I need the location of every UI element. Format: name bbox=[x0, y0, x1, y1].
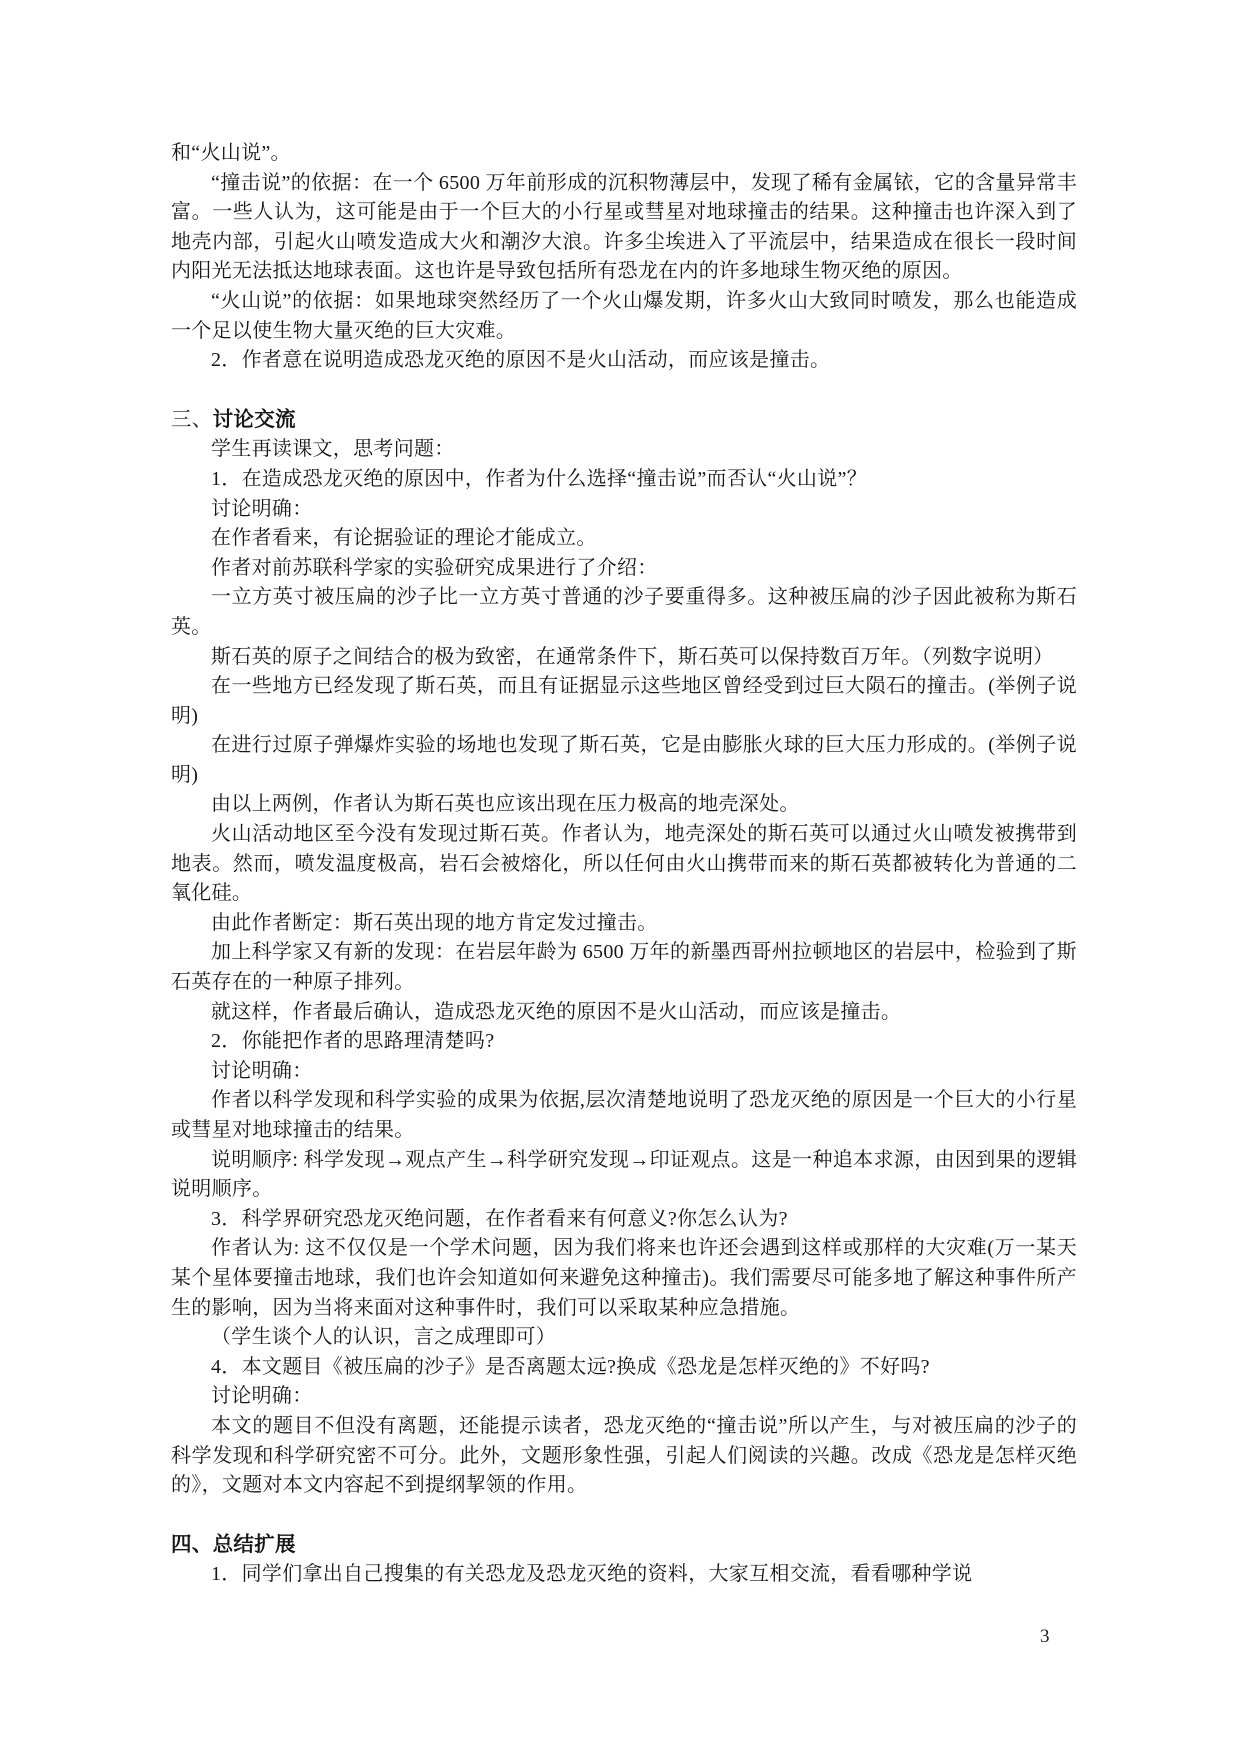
paragraph: 学生再读课文，思考问题： bbox=[211, 438, 455, 461]
paragraph: （学生谈个人的认识，言之成理即可） bbox=[211, 1326, 557, 1349]
paragraph: 4．本文题目《被压扁的沙子》是否离题太远?换成《恐龙是怎样灭绝的》不好吗? bbox=[211, 1355, 930, 1378]
paragraph: 由此作者断定：斯石英出现的地方肯定发过撞击。 bbox=[211, 911, 658, 934]
document-body bbox=[171, 139, 1077, 1590]
paragraph: 火山活动地区至今没有发现过斯石英。作者认为，地壳深处的斯石英可以通过火山喷发被携带到地表。然而，喷发温度极高，岩石会被熔化，所以任何由火山携带而来的斯石英都被转化为普通的二氧化硅。 bbox=[171, 823, 1077, 905]
paragraph: 作者认为: 这不仅仅是一个学术问题，因为我们将来也许还会遇到这样或那样的大灾难(万一某天某个星体要撞击地球，我们也许会知道如何来避免这种撞击)。我们需要尽可能多地了解这种事件所产生的影响，因为当将来面对这种事件时，我们可以采取某种应急措施。 bbox=[171, 1237, 1077, 1319]
section-heading bbox=[171, 1531, 1077, 1561]
paragraph: 在进行过原子弹爆炸实验的场地也发现了斯石英，它是由膨胀火球的巨大压力形成的。(举例子说明) bbox=[171, 734, 1077, 786]
paragraph: 1．同学们拿出自己搜集的有关恐龙及恐龙灭绝的资料，大家互相交流，看看哪种学说 bbox=[211, 1563, 973, 1586]
heading-title: 总结扩展 bbox=[212, 1533, 296, 1556]
paragraph: 2．作者意在说明造成恐龙灭绝的原因不是火山活动，而应该是撞击。 bbox=[211, 349, 831, 372]
paragraph: 在作者看来，有论据验证的理论才能成立。 bbox=[211, 527, 597, 550]
paragraph: 说明顺序: 科学发现→观点产生→科学研究发现→印证观点。这是一种追本求源，由因到果的逻辑说明顺序。 bbox=[171, 1148, 1077, 1201]
paragraph: 加上科学家又有新的发现：在岩层年龄为 6500 万年的新墨西哥州拉顿地区的岩层中，检验到了斯石英存在的一种原子排列。 bbox=[171, 941, 1077, 994]
paragraph: 和“火山说”。 bbox=[171, 142, 291, 164]
paragraph: 2．你能把作者的思路理清楚吗? bbox=[211, 1030, 495, 1053]
paragraph: 讨论明确： bbox=[211, 1385, 313, 1408]
paragraph: “撞击说”的依据：在一个 6500 万年前形成的沉积物薄层中，发现了稀有金属铱，它的含量异常丰富。一些人认为，这可能是由于一个巨大的小行星或彗星对地球撞击的结果。这种撞击也许深入到了地壳内部，引起火山喷发造成大火和潮汐大浪。许多尘埃进入了平流层中，结果造成在很长一段时间内阳光无法抵达地球表面。这也许是导致包括所有恐龙在内的许多地球生物灭绝的原因。 bbox=[171, 171, 1077, 283]
paragraph: 本文的题目不但没有离题，还能提示读者，恐龙灭绝的“撞击说”所以产生，与对被压扁的沙子的科学发现和科学研究密不可分。此外，文题形象性强，引起人们阅读的兴趣。改成《恐龙是怎样灭绝的》，文题对本文内容起不到提纲挈领的作用。 bbox=[171, 1414, 1077, 1497]
paragraph: “火山说”的依据：如果地球突然经历了一个火山爆发期，许多火山大致同时喷发，那么也能造成一个足以使生物大量灭绝的巨大灾难。 bbox=[171, 289, 1077, 342]
paragraph: 就这样，作者最后确认，造成恐龙灭绝的原因不是火山活动，而应该是撞击。 bbox=[211, 1000, 902, 1023]
paragraph: 斯石英的原子之间结合的极为致密，在通常条件下，斯石英可以保持数百万年。（列数字说明） bbox=[211, 645, 1054, 668]
heading-title: 讨论交流 bbox=[212, 408, 296, 431]
paragraph: 一立方英寸被压扁的沙子比一立方英寸普通的沙子要重得多。这种被压扁的沙子因此被称为斯石英。 bbox=[171, 586, 1077, 638]
paragraph: 由以上两例，作者认为斯石英也应该出现在压力极高的地壳深处。 bbox=[211, 793, 800, 816]
paragraph: 1．在造成恐龙灭绝的原因中，作者为什么选择“撞击说”而否认“火山说”？ bbox=[211, 467, 868, 490]
heading-number: 三、 bbox=[171, 408, 213, 431]
heading-number: 四、 bbox=[171, 1533, 213, 1556]
paragraph: 讨论明确： bbox=[211, 1059, 313, 1082]
paragraph: 作者以科学发现和科学实验的成果为依据,层次清楚地说明了恐龙灭绝的原因是一个巨大的小行星或彗星对地球撞击的结果。 bbox=[171, 1089, 1077, 1141]
page-number: 3 bbox=[1040, 1626, 1050, 1647]
section-heading bbox=[171, 406, 1077, 436]
paragraph: 讨论明确： bbox=[211, 497, 313, 520]
paragraph: 3．科学界研究恐龙灭绝问题，在作者看来有何意义?你怎么认为? bbox=[211, 1207, 788, 1230]
paragraph: 作者对前苏联科学家的实验研究成果进行了介绍： bbox=[211, 556, 658, 579]
paragraph: 在一些地方已经发现了斯石英，而且有证据显示这些地区曾经受到过巨大陨石的撞击。(举例子说明) bbox=[171, 675, 1077, 727]
